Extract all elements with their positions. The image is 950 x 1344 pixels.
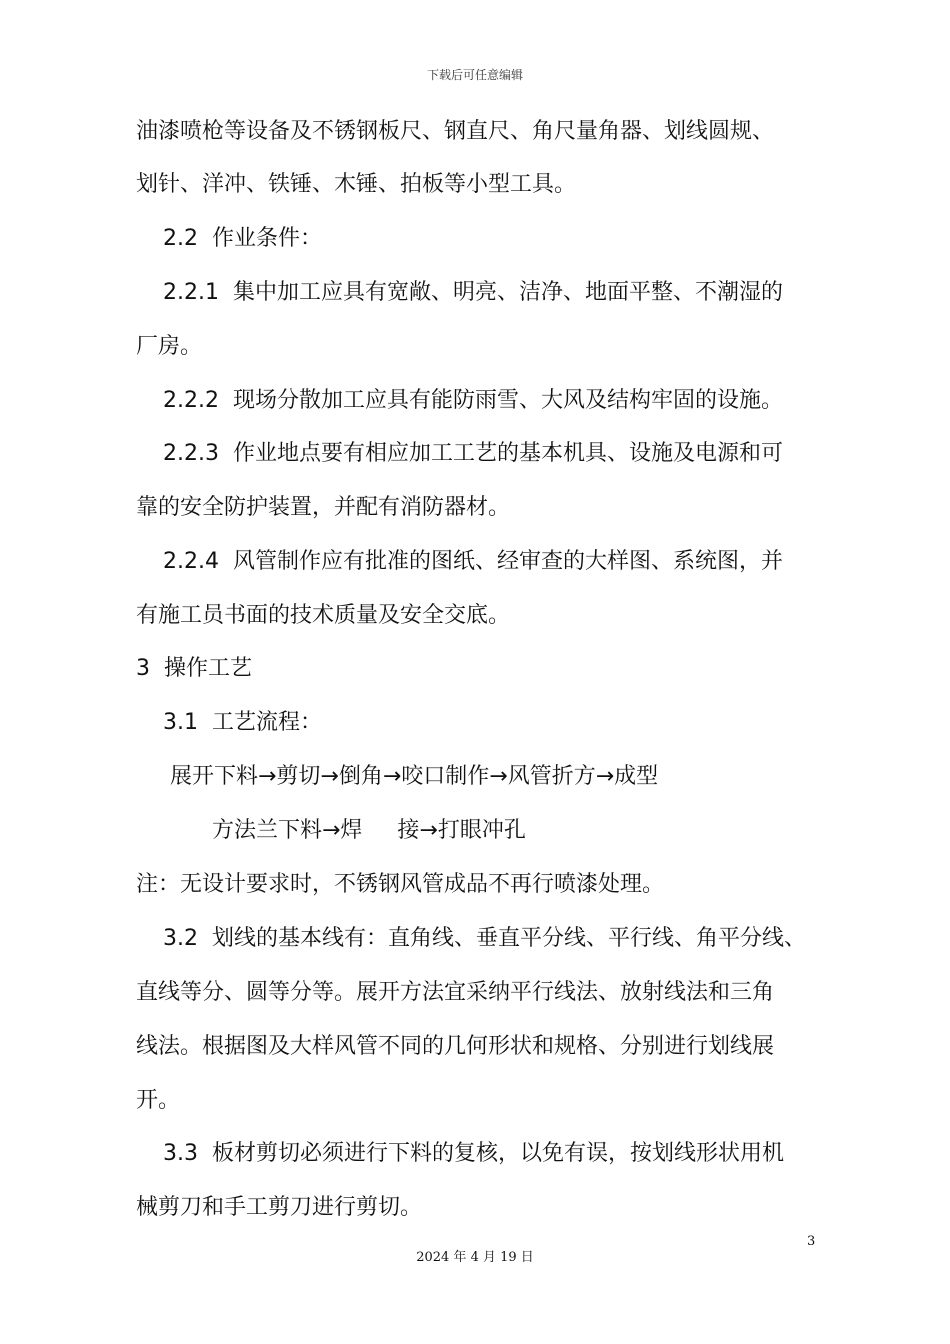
paragraph-line: 靠的安全防护装置，并配有消防器材。 <box>136 495 511 520</box>
paragraph-line: 2.2.3 作业地点要有相应加工工艺的基本机具、设施及电源和可 <box>163 441 783 466</box>
page-number: 3 <box>807 1234 816 1249</box>
paragraph-line: 2.2.4 风管制作应有批准的图纸、经审查的大样图、系统图，并 <box>163 549 783 574</box>
paragraph-line: 3.2 划线的基本线有：直角线、垂直平分线、平行线、角平分线、 <box>163 926 806 951</box>
paragraph-line: 线法。根据图及大样风管不同的几何形状和规格、分别进行划线展 <box>136 1034 775 1059</box>
paragraph-line: 直线等分、圆等分等。展开方法宜采纳平行线法、放射线法和三角 <box>136 980 775 1005</box>
page-footer-date: 2024 年 4 月 19 日 <box>416 1250 534 1265</box>
section-heading: 3.1 工艺流程： <box>163 710 322 735</box>
process-flow-line: 方法兰下料→焊 接→打眼冲孔 <box>212 818 526 843</box>
process-flow-line: 展开下料→剪切→倒角→咬口制作→风管折方→成型 <box>170 764 659 789</box>
paragraph-line: 3.3 板材剪切必须进行下料的复核，以免有误，按划线形状用机 <box>163 1141 784 1166</box>
paragraph-line: 2.2.2 现场分散加工应具有能防雨雪、大风及结构牢固的设施。 <box>163 388 783 413</box>
paragraph-line: 厂房。 <box>136 334 203 359</box>
note-line: 注：无设计要求时，不锈钢风管成品不再行喷漆处理。 <box>136 872 665 897</box>
page-header: 下载后可任意编辑 <box>426 68 523 82</box>
paragraph-line: 划针、洋冲、铁锤、木锤、拍板等小型工具。 <box>136 172 577 197</box>
section-heading: 2.2 作业条件： <box>163 226 322 251</box>
paragraph-line: 械剪刀和手工剪刀进行剪切。 <box>136 1195 423 1220</box>
paragraph-line: 开。 <box>136 1088 181 1113</box>
paragraph-line: 油漆喷枪等设备及不锈钢板尺、钢直尺、角尺量角器、划线圆规、 <box>136 119 775 144</box>
paragraph-line: 有施工员书面的技术质量及安全交底。 <box>136 603 511 628</box>
paragraph-line: 2.2.1 集中加工应具有宽敞、明亮、洁净、地面平整、不潮湿的 <box>163 280 783 305</box>
section-heading: 3 操作工艺 <box>136 656 252 681</box>
